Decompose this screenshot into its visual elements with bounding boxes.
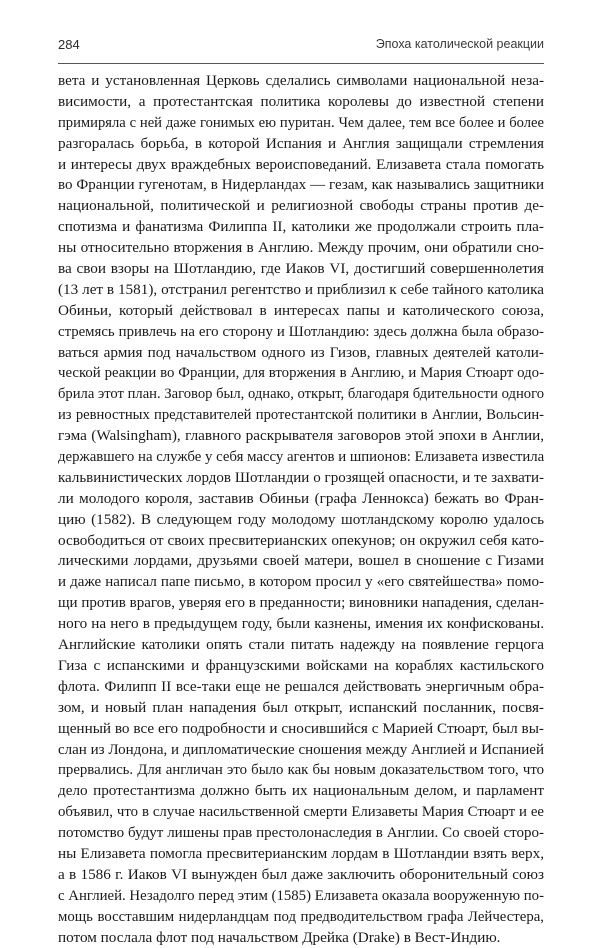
section-title: Эпоха католической реакции (375, 37, 544, 51)
text-line: лическими лордами, друзьями своей матери, вошел в сношение с Гизами (58, 552, 544, 570)
text-line: национальной, политической и религиозной свободы страны против де- (58, 197, 544, 215)
body-text (58, 71, 544, 948)
text-line: спотизма и фанатизма Филиппа II, католики же продолжали строить пла- (58, 218, 544, 236)
text-line: ли молодого короля, заставив Обиньи (графа Леннокса) бежать во Фран- (58, 489, 544, 507)
text-line: освободиться от своих пресвитерианских опекунов; он окружил себя като- (58, 531, 544, 549)
text-line: потомство будут лишены прав престолонаследия в Англии. Со своей сторо- (58, 825, 544, 842)
text-line: потом послала флот под начальством Дрейка (Drake) в Вест-Индию. (58, 928, 501, 946)
text-line: стремясь привлечь на его сторону и Шотландию: здесь должна была образо- (58, 323, 544, 340)
text-line: вета и установленная Церковь сделались символами национальной неза- (58, 72, 544, 89)
text-line: зом, и новый план нападения был открыт, испанский посланник, посвя- (58, 698, 544, 716)
text-line: ва свои взоры на Шотландию, где Иаков VI, достигший совершеннолетия (58, 260, 544, 278)
text-line: во Франции гугенотам, в Нидерландах — гезам, как назывались защитники (58, 177, 544, 194)
text-line: ны относительно вторжения в Англию. Между прочим, они обратили сно- (58, 239, 544, 257)
text-line: и даже написал папе письмо, в котором просил у «его святейшества» помо- (58, 574, 544, 591)
text-line: объявил, что в случае насильственной смерти Елизаветы Мария Стюарт и ее (58, 804, 544, 821)
text-line: Обиньи, который действовал в интересах папы и католического союза, (58, 301, 544, 319)
text-line: дело протестантизма должно быть их национальным делом, и парламент (58, 782, 544, 800)
text-line: висимости, а протестантская политика королевы до известной степени (58, 92, 544, 110)
text-line: ческой реакции во Франции, для вторжения в Англию, и Мария Стюарт одо- (58, 365, 544, 382)
text-line: ваться армия под начальством одного из Гизов, главных деятелей католи- (58, 343, 544, 361)
text-line: ны Елизавета помогла пресвитерианским лордам в Шотландии взять верх, (58, 844, 544, 862)
text-line: державшего на службе у себя массу агентов и шпионов: Елизавета известила (58, 449, 545, 466)
text-line: примиряла с ней даже гонимых ею пуритан. Чем далее, тем все более и более (58, 114, 544, 131)
text-line: мощь восставшим нидерландцам под предводительством графа Лейчестера, (58, 908, 544, 925)
running-header (58, 37, 544, 57)
page-number: 284 (58, 37, 80, 52)
text-line: кальвинистических лордов Шотландии о грозящей опасности, и те захвати- (58, 469, 544, 486)
text-line: (13 лет в 1581), отстранил регентство и приблизил к себе тайного католика (58, 280, 544, 298)
text-line: Английские католики опять стали питать надежду на появление герцога (58, 636, 544, 654)
text-line: слан из Лондона, и дипломатические сношения между Англией и Испанией (58, 741, 544, 758)
text-line: Гиза с испанскими и французскими войсками на кораблях кастильского (58, 656, 544, 674)
text-line: из ревностных представителей протестантской политики в Англии, Вольсин- (58, 407, 544, 424)
text-line: а в 1586 г. Иаков VI вынужден был даже заключить оборонительный союз (58, 865, 544, 883)
text-line: щи против врагов, уверяя его в преданности; виновники нападения, сделан- (58, 595, 544, 612)
text-line: прервались. Для англичан это было как бы новым доказательством того, что (58, 762, 544, 779)
text-line: ного на него в предыдущем году, были казнены, имения их конфискованы. (58, 615, 544, 633)
text-line: брила этот план. Заговор был, однако, открыт, благодаря бдительности одного (58, 386, 544, 403)
text-line: гэма (Walsingham), главного раскрывателя заговоров этой эпохи в Англии, (58, 427, 544, 445)
text-line: и интересы двух враждебных вероисповеданий. Елизавета стала помогать (58, 155, 544, 173)
text-line: цию (1582). В следующем году молодому шотландскому королю удалось (58, 510, 544, 528)
text-line: разгоралась борьба, в которой Испания и Англия защищали стремления (58, 134, 544, 152)
text-line: флота. Филипп II все-таки еще не решался действовать энергичным обра- (58, 677, 544, 695)
text-line: с Англией. Незадолго перед этим (1585) Елизавета оказала вооруженную по- (58, 887, 544, 904)
text-line: щенный во все его подробности и сносившийся с Марией Стюарт, был вы- (58, 719, 544, 737)
header-divider (58, 63, 544, 64)
